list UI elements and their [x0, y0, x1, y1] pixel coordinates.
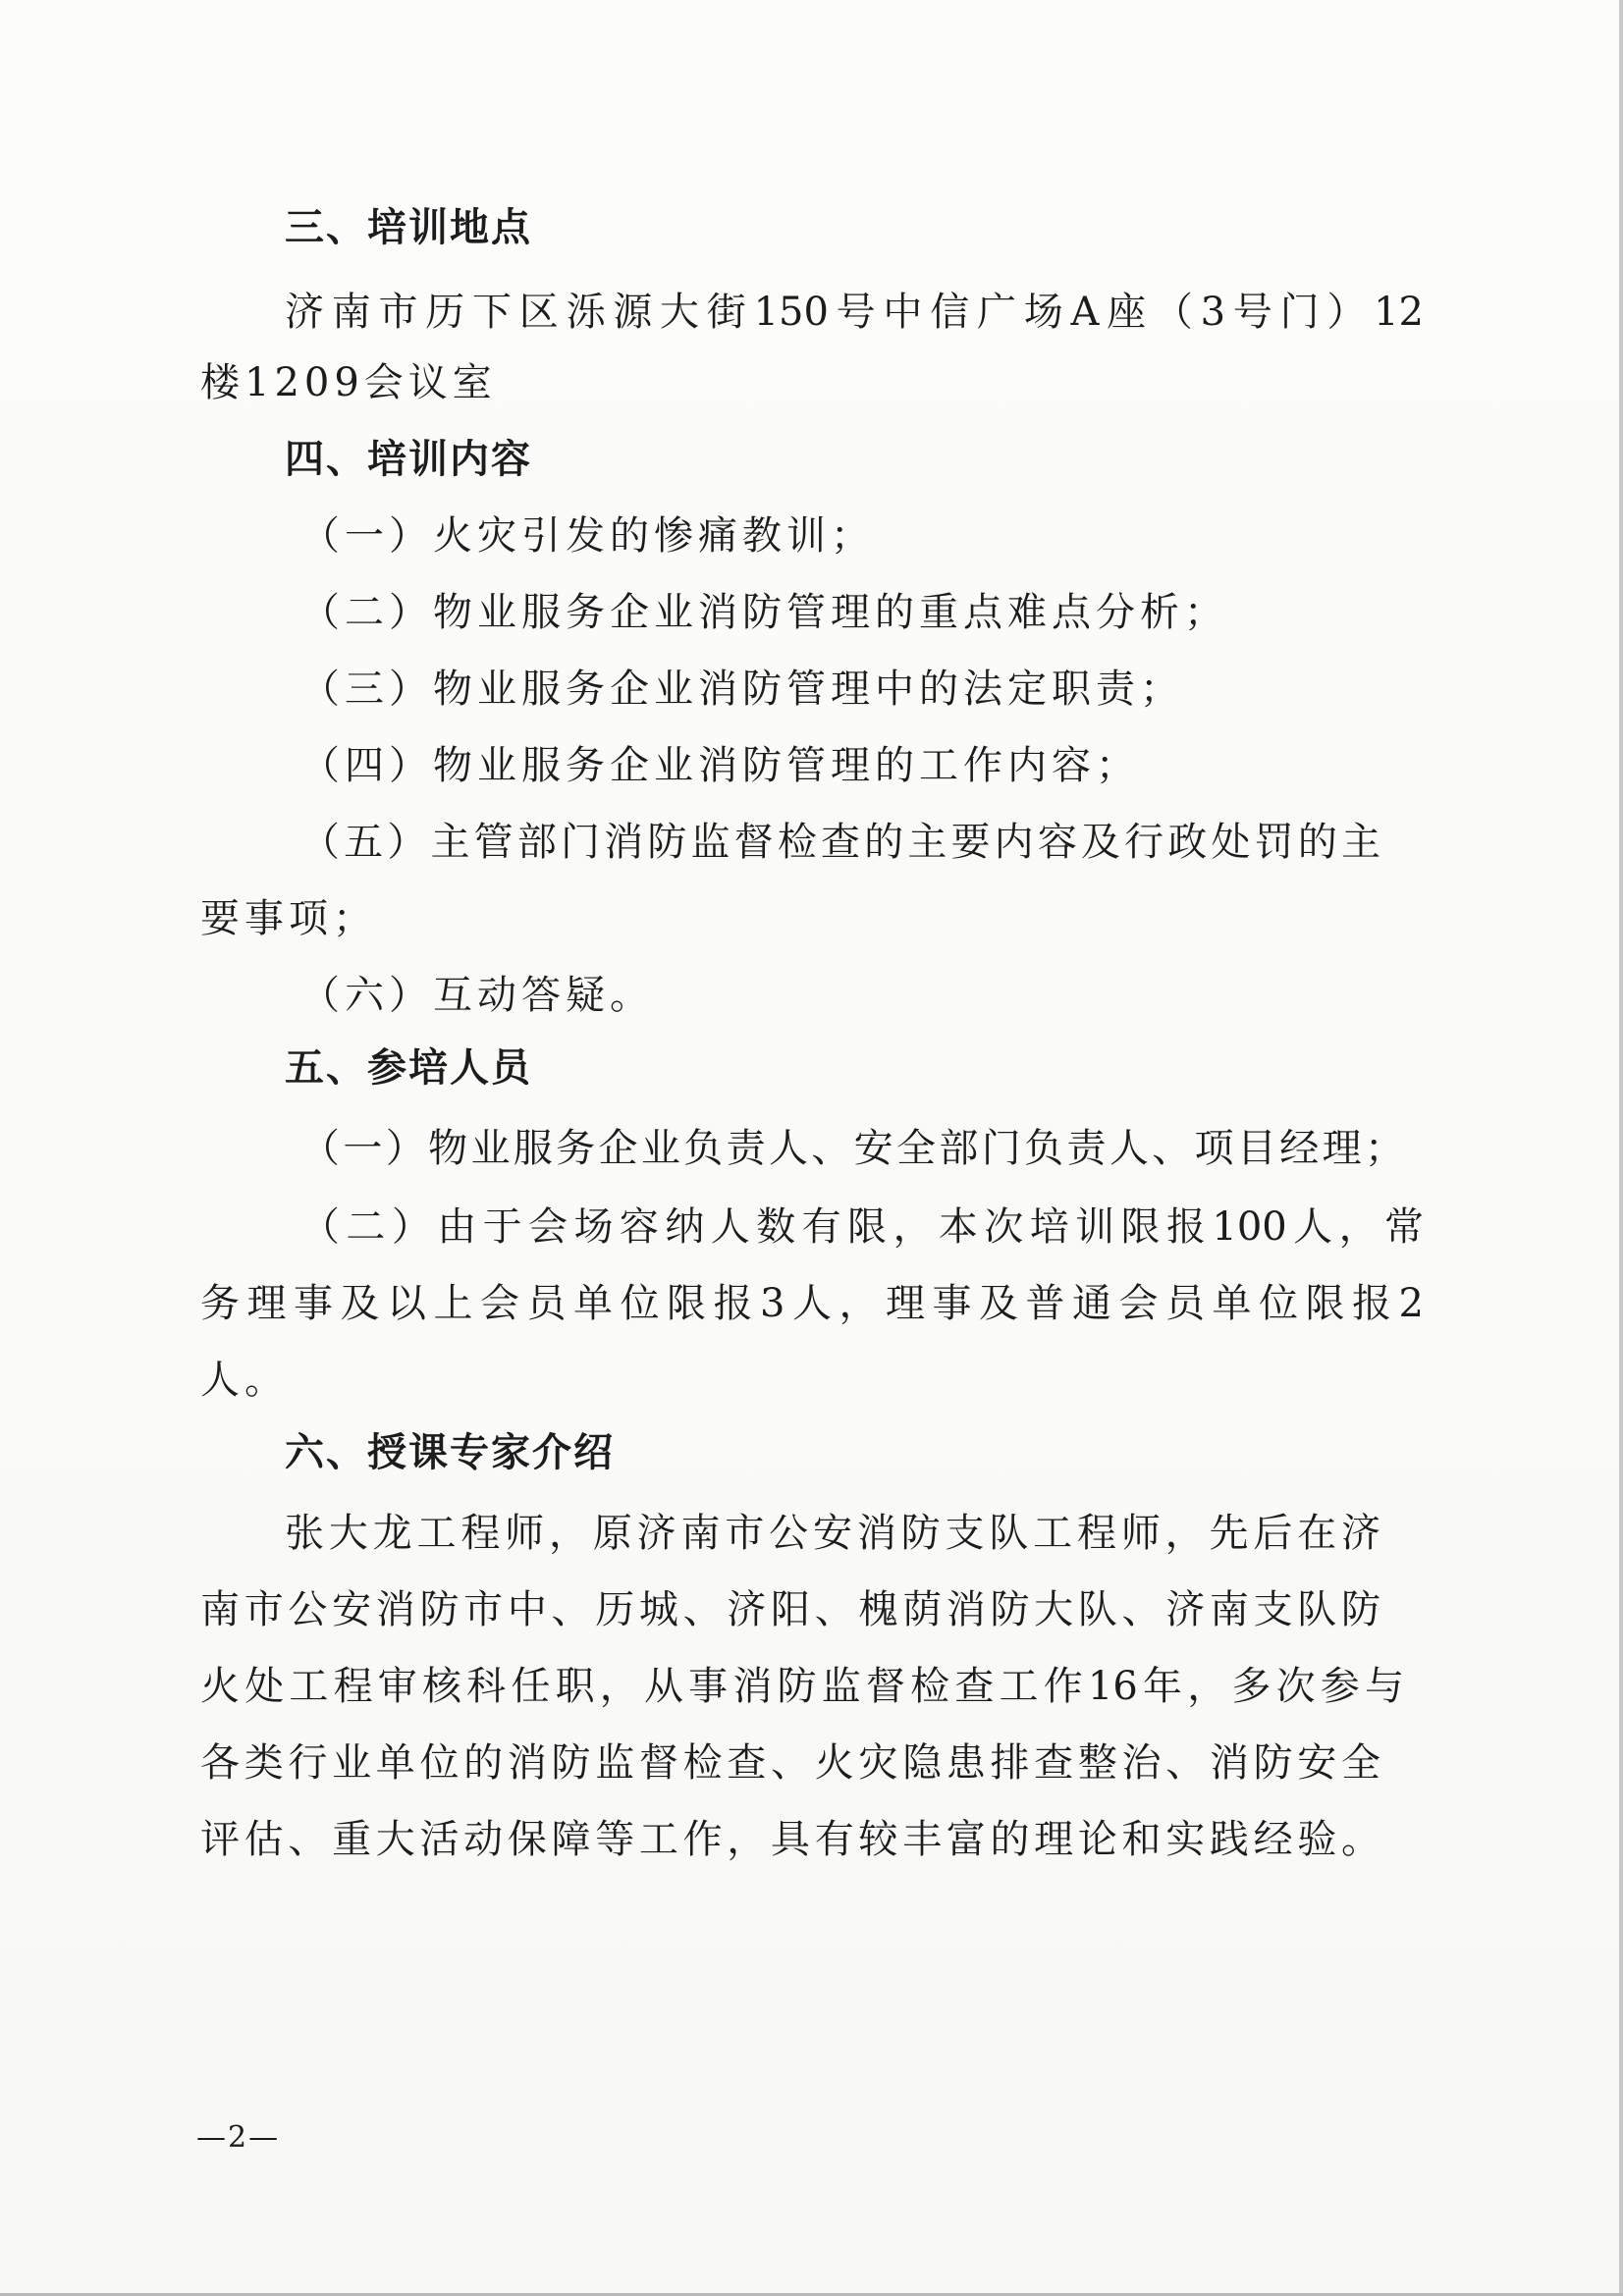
location-address-line-1: 济南市历下区泺源大街150号中信广场A座（3号门）12	[285, 290, 1424, 335]
participants-item: （一）物业服务企业负责人、安全部门负责人、项目经理；	[300, 1126, 1404, 1171]
content-item: （四）物业服务企业消防管理的工作内容；	[300, 743, 1140, 788]
participants-item-continuation: 务理事及以上会员单位限报3人，理事及普通会员单位限报2	[200, 1281, 1424, 1326]
expert-bio-line: 南市公安消防市中、历城、济阳、槐荫消防大队、济南支队防	[200, 1587, 1380, 1632]
content-item: （五）主管部门消防监督检查的主要内容及行政处罚的主	[300, 820, 1380, 865]
section-heading-content: 四、培训内容	[285, 437, 532, 482]
content-item: （六）互动答疑。	[300, 973, 654, 1018]
participants-item-continuation: 人。	[200, 1358, 289, 1403]
expert-bio-line: 火处工程审核科任职，从事消防监督检查工作16年，多次参与	[200, 1664, 1404, 1709]
expert-bio-line: 各类行业单位的消防监督检查、火灾隐患排查整治、消防安全	[200, 1740, 1380, 1786]
section-heading-participants: 五、参培人员	[285, 1045, 532, 1091]
content-item: （三）物业服务企业消防管理中的法定职责；	[300, 667, 1184, 712]
location-address-line-2: 楼1209会议室	[200, 360, 497, 405]
expert-bio-line: 张大龙工程师，原济南市公安消防支队工程师，先后在济	[285, 1511, 1380, 1556]
expert-bio-line: 评估、重大活动保障等工作，具有较丰富的理论和实践经验。	[200, 1817, 1380, 1862]
page-number: —2—	[196, 2120, 281, 2155]
scan-edge-right	[1619, 0, 1623, 2296]
section-heading-location: 三、培训地点	[285, 205, 532, 250]
content-item: （二）物业服务企业消防管理的重点难点分析；	[300, 590, 1228, 635]
content-item: （一）火灾引发的惨痛教训；	[300, 513, 875, 559]
section-heading-expert: 六、授课专家介绍	[285, 1430, 615, 1475]
participants-item: （二）由于会场容纳人数有限，本次培训限报100人，常	[300, 1204, 1424, 1250]
content-item-continuation: 要事项；	[200, 896, 377, 941]
